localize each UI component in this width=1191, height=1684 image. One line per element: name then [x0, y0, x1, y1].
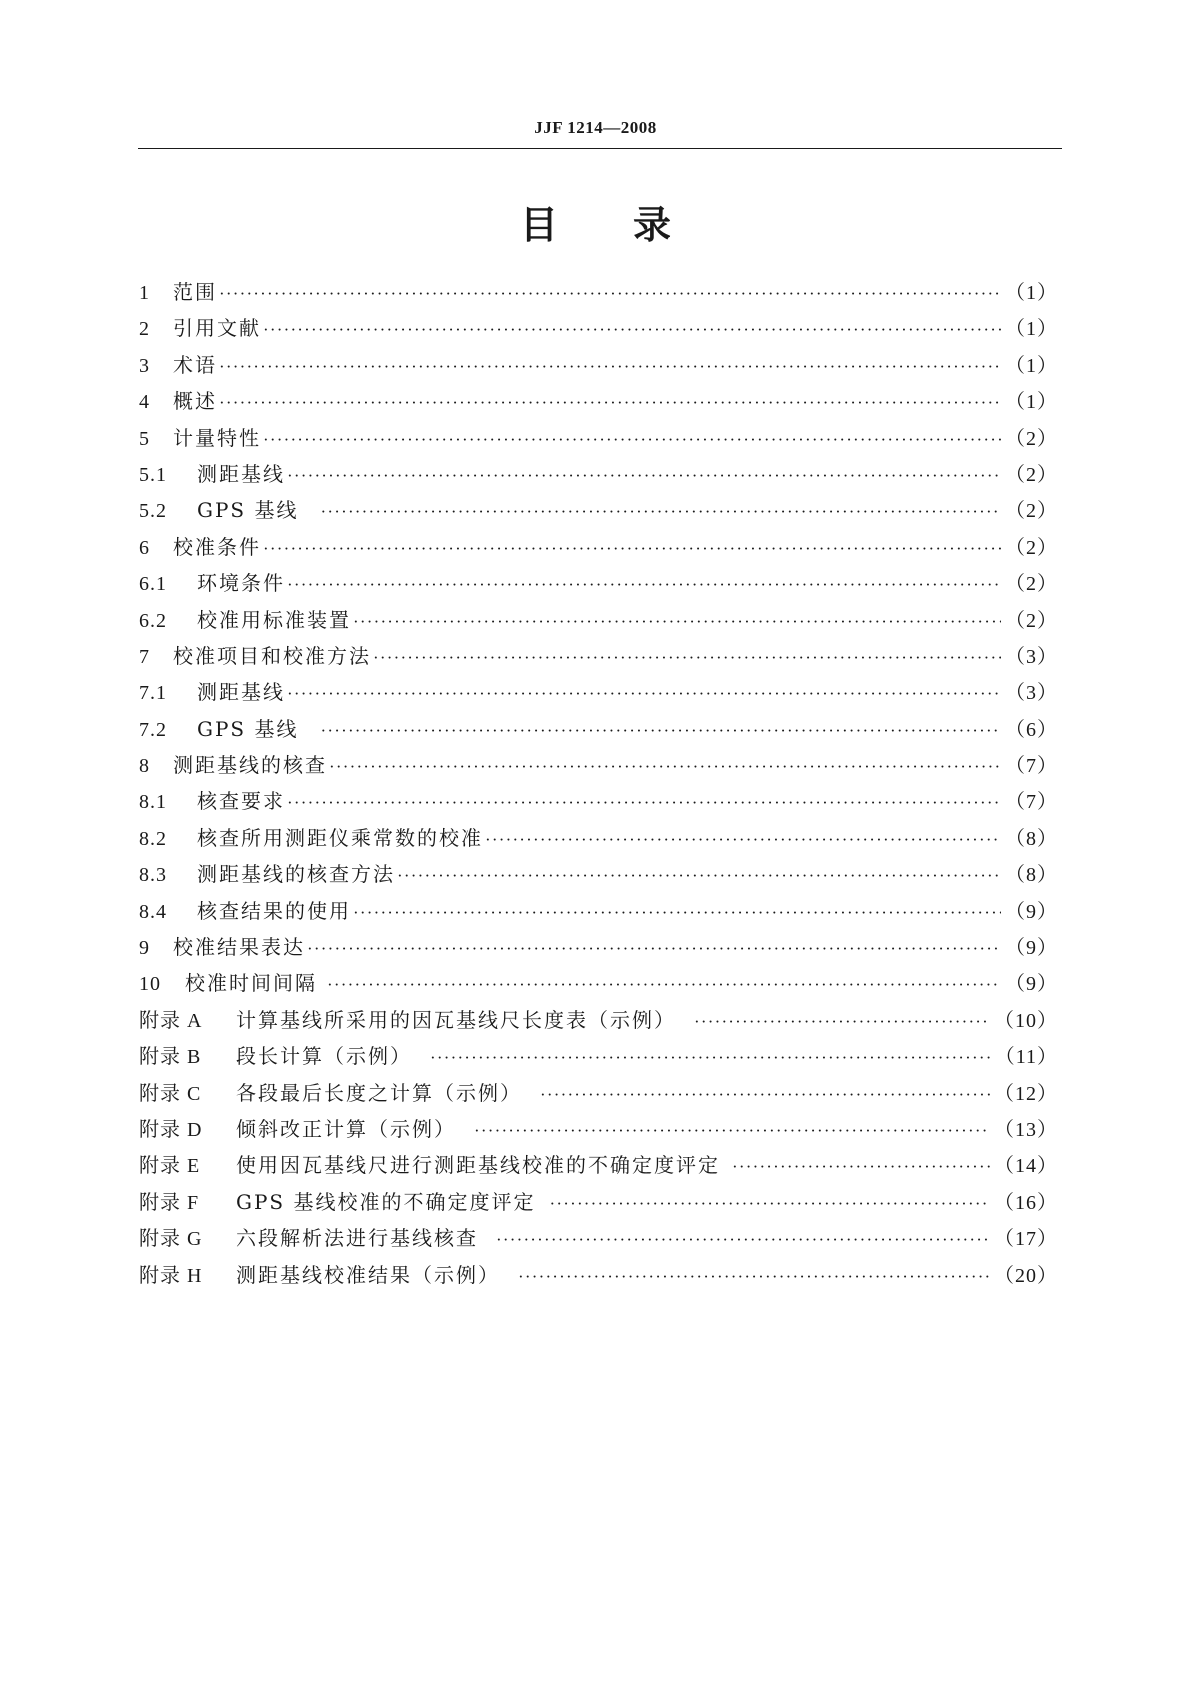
- toc-entry-page: （9）: [1005, 937, 1058, 960]
- toc-entry-page: （3）: [1005, 645, 1058, 668]
- toc-entry-title: 核查所用测距仪乘常数的校准: [197, 825, 483, 850]
- toc-entry[interactable]: [139, 895, 1058, 931]
- toc-entry-page: （3）: [1005, 682, 1058, 705]
- toc-entry-number: 8: [139, 755, 150, 778]
- toc-entry-title: 计量特性: [173, 425, 261, 450]
- toc-leader-dots: [327, 975, 1001, 995]
- toc-entry-number: 10: [139, 973, 161, 996]
- toc-entry-title: 校准条件: [173, 534, 261, 559]
- toc-entry[interactable]: [139, 1113, 1058, 1149]
- toc-entry-number: 6.1: [139, 573, 167, 596]
- toc-entry-title: 校准用标准装置: [197, 607, 351, 632]
- toc-entry-title: 测距基线的核查方法: [197, 862, 395, 887]
- toc-leader-dots: [474, 1121, 990, 1141]
- toc-entry[interactable]: [139, 494, 1058, 530]
- toc-entry-page: （9）: [1005, 900, 1058, 923]
- toc-leader-dots: [321, 721, 1002, 741]
- toc-leader-dots: [353, 612, 1001, 632]
- toc-leader-dots: [732, 1157, 990, 1177]
- toc-leader-dots: [263, 539, 1001, 559]
- toc-entry[interactable]: [139, 1259, 1058, 1295]
- toc-entry-page: （2）: [1005, 536, 1058, 559]
- toc-entry-number: 附录 H: [139, 1264, 203, 1287]
- toc-entry-page: （12）: [994, 1082, 1058, 1105]
- toc-entry-number: 5.2: [139, 500, 167, 523]
- toc-entry-title: 计算基线所采用的因瓦基线尺长度表（示例）: [236, 1007, 676, 1032]
- toc-entry-number: 5: [139, 427, 150, 450]
- toc-entry[interactable]: [139, 567, 1058, 603]
- toc-entry-page: （7）: [1005, 755, 1058, 778]
- toc-entry-title: 核查要求: [197, 789, 285, 814]
- toc-leader-dots: [518, 1267, 990, 1287]
- toc-entry-title: 测距基线: [197, 461, 285, 486]
- table-of-contents: [139, 276, 1058, 1295]
- toc-entry-page: （6）: [1005, 718, 1058, 741]
- toc-leader-dots: [287, 575, 1001, 595]
- toc-entry-number: 5.1: [139, 463, 167, 486]
- toc-entry-title: 测距基线的核查: [173, 753, 327, 778]
- toc-entry-page: （1）: [1005, 391, 1058, 414]
- toc-entry-page: （8）: [1005, 827, 1058, 850]
- document-code-header: JJF 1214—2008: [534, 118, 657, 137]
- toc-entry[interactable]: [139, 1040, 1058, 1076]
- toc-leader-dots: [263, 430, 1001, 450]
- toc-entry-page: （1）: [1005, 282, 1058, 304]
- toc-entry-number: 附录 F: [139, 1191, 200, 1214]
- toc-entry-number: 2: [139, 318, 150, 341]
- toc-entry-page: （1）: [1005, 318, 1058, 341]
- toc-entry-number: 附录 B: [139, 1046, 202, 1069]
- toc-entry-number: 附录 G: [139, 1228, 203, 1251]
- toc-entry-number: 附录 C: [139, 1082, 202, 1105]
- toc-leader-dots: [287, 684, 1001, 704]
- toc-leader-dots: [307, 939, 1001, 959]
- toc-leader-dots: [329, 757, 1001, 777]
- page-title: 目录: [519, 203, 746, 247]
- toc-entry-title: 术语: [173, 352, 217, 377]
- toc-entry-page: （14）: [994, 1155, 1058, 1178]
- toc-entry[interactable]: [139, 276, 1058, 312]
- toc-entry-title: 校准项目和校准方法: [173, 643, 371, 668]
- toc-entry-page: （2）: [1005, 427, 1058, 450]
- toc-entry-title: 范围: [173, 280, 217, 304]
- toc-entry-number: 7: [139, 645, 150, 668]
- toc-leader-dots: [485, 830, 1001, 850]
- toc-entry[interactable]: [139, 312, 1058, 348]
- toc-entry-page: （2）: [1005, 500, 1058, 523]
- toc-entry[interactable]: [139, 713, 1058, 749]
- toc-entry-page: （11）: [994, 1046, 1058, 1069]
- toc-entry-page: （7）: [1005, 791, 1058, 814]
- toc-entry-title: 测距基线校准结果（示例）: [236, 1262, 500, 1287]
- toc-leader-dots: [219, 357, 1001, 377]
- toc-entry[interactable]: [139, 1077, 1058, 1113]
- toc-entry-page: （2）: [1005, 573, 1058, 596]
- toc-entry[interactable]: [139, 1222, 1058, 1258]
- toc-entry-page: （20）: [994, 1264, 1058, 1287]
- toc-entry-number: 附录 D: [139, 1118, 203, 1141]
- toc-entry-title: 使用因瓦基线尺进行测距基线校准的不确定度评定: [236, 1153, 720, 1178]
- toc-entry-number: 7.1: [139, 682, 167, 705]
- toc-entry-page: （1）: [1005, 354, 1058, 377]
- toc-entry[interactable]: [139, 1149, 1058, 1185]
- toc-entry-page: （9）: [1005, 973, 1058, 996]
- toc-leader-dots: [496, 1230, 990, 1250]
- toc-entry-number: 6: [139, 536, 150, 559]
- toc-entry[interactable]: [139, 749, 1058, 785]
- toc-entry[interactable]: [139, 858, 1058, 894]
- toc-entry-number: 1: [139, 282, 150, 304]
- toc-entry-title: 环境条件: [197, 571, 285, 596]
- toc-entry[interactable]: [139, 349, 1058, 385]
- toc-entry[interactable]: [139, 640, 1058, 676]
- toc-leader-dots: [287, 793, 1001, 813]
- toc-leader-dots: [219, 284, 1001, 304]
- toc-entry-number: 附录 E: [139, 1155, 201, 1178]
- toc-entry[interactable]: [139, 1004, 1058, 1040]
- toc-entry[interactable]: [139, 1186, 1058, 1222]
- toc-entry-title: 倾斜改正计算（示例）: [236, 1116, 456, 1141]
- toc-entry-number: 8.4: [139, 900, 167, 923]
- toc-entry-title: GPS 基线: [197, 498, 299, 523]
- toc-leader-dots: [550, 1194, 991, 1214]
- toc-entry[interactable]: [139, 676, 1058, 712]
- toc-entry-title: 段长计算（示例）: [236, 1044, 412, 1069]
- toc-entry-page: （17）: [994, 1228, 1058, 1251]
- header-divider: [138, 148, 1062, 149]
- toc-leader-dots: [353, 903, 1001, 923]
- toc-entry-title: GPS 基线: [197, 716, 299, 741]
- toc-entry-page: （2）: [1005, 609, 1058, 632]
- toc-entry-page: （10）: [994, 1009, 1058, 1032]
- toc-leader-dots: [263, 320, 1001, 340]
- toc-leader-dots: [219, 393, 1001, 413]
- toc-entry-number: 附录 A: [139, 1009, 203, 1032]
- toc-entry[interactable]: [139, 531, 1058, 567]
- toc-entry-number: 9: [139, 937, 150, 960]
- toc-leader-dots: [430, 1048, 991, 1068]
- toc-entry-title: 校准时间间隔: [185, 971, 317, 996]
- toc-entry-page: （13）: [994, 1118, 1058, 1141]
- toc-entry[interactable]: [139, 385, 1058, 421]
- toc-entry-title: 核查结果的使用: [197, 898, 351, 923]
- toc-entry[interactable]: [139, 967, 1058, 1003]
- toc-leader-dots: [397, 866, 1001, 886]
- toc-entry[interactable]: [139, 822, 1058, 858]
- toc-entry-title: 引用文献: [173, 316, 261, 341]
- toc-entry-number: 8.2: [139, 827, 167, 850]
- toc-leader-dots: [694, 1012, 990, 1032]
- toc-entry-number: 6.2: [139, 609, 167, 632]
- toc-leader-dots: [540, 1085, 990, 1105]
- toc-entry-title: 测距基线: [197, 680, 285, 705]
- toc-entry-number: 3: [139, 354, 150, 377]
- toc-entry-page: （16）: [994, 1191, 1058, 1214]
- toc-entry[interactable]: [139, 604, 1058, 640]
- toc-entry-title: 各段最后长度之计算（示例）: [236, 1080, 522, 1105]
- toc-entry[interactable]: [139, 458, 1058, 494]
- toc-entry[interactable]: [139, 785, 1058, 821]
- toc-leader-dots: [321, 502, 1002, 522]
- toc-entry-title: GPS 基线校准的不确定度评定: [236, 1189, 536, 1214]
- toc-leader-dots: [287, 466, 1001, 486]
- toc-entry-title: 校准结果表达: [173, 935, 305, 960]
- toc-leader-dots: [373, 648, 1001, 668]
- toc-entry-page: （8）: [1005, 864, 1058, 887]
- toc-entry-title: 概述: [173, 389, 217, 414]
- toc-entry-title: 六段解析法进行基线核查: [236, 1226, 478, 1251]
- toc-entry-number: 7.2: [139, 718, 167, 741]
- toc-entry[interactable]: [139, 931, 1058, 967]
- toc-entry-number: 8.3: [139, 864, 167, 887]
- toc-entry[interactable]: [139, 422, 1058, 458]
- toc-entry-number: 8.1: [139, 791, 167, 814]
- toc-entry-page: （2）: [1005, 463, 1058, 486]
- toc-entry-number: 4: [139, 391, 150, 414]
